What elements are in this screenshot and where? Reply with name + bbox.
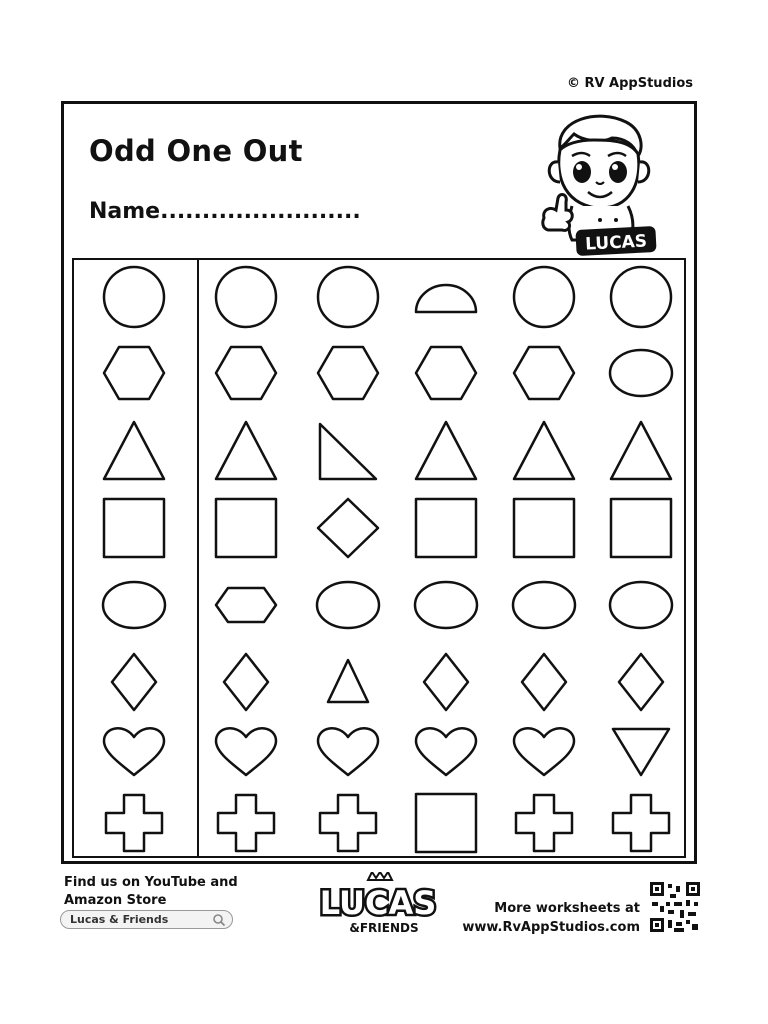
- option-shape-right-triangle-icon[interactable]: [320, 424, 376, 479]
- option-shape-circle-icon[interactable]: [514, 267, 574, 327]
- option-shape-circle-icon[interactable]: [318, 267, 378, 327]
- option-shape-heart-icon[interactable]: [514, 728, 574, 775]
- reference-shape-oval-icon: [103, 582, 165, 628]
- option-shape-diamond-icon[interactable]: [224, 654, 268, 710]
- option-shape-oval-icon[interactable]: [415, 582, 477, 628]
- option-shape-hexagon-icon[interactable]: [416, 347, 476, 399]
- reference-shape-circle-icon: [104, 267, 164, 327]
- logo-sub-text: &FRIENDS: [349, 921, 419, 935]
- option-shape-triangle-icon[interactable]: [216, 422, 276, 479]
- mascot-label: LUCAS: [584, 231, 648, 255]
- option-shape-hexagon-icon[interactable]: [514, 347, 574, 399]
- option-shape-heart-icon[interactable]: [318, 728, 378, 775]
- option-shape-triangle-small-icon[interactable]: [328, 660, 368, 702]
- option-shape-oval-icon[interactable]: [513, 582, 575, 628]
- search-pill-text: Lucas & Friends: [70, 913, 169, 926]
- option-shape-diamond-icon[interactable]: [619, 654, 663, 710]
- option-shape-diamond-icon[interactable]: [424, 654, 468, 710]
- option-shape-cross-icon[interactable]: [613, 795, 669, 851]
- option-shape-triangle-icon[interactable]: [416, 422, 476, 479]
- option-shape-semicircle-icon[interactable]: [416, 285, 476, 312]
- qr-code-icon: [650, 882, 700, 932]
- option-shape-flat-hexagon-icon[interactable]: [216, 588, 276, 622]
- option-shape-oval-icon[interactable]: [610, 350, 672, 396]
- option-shape-square-icon[interactable]: [216, 499, 276, 557]
- reference-shape-heart-icon: [104, 728, 164, 775]
- more-worksheets-line-1: More worksheets at: [494, 901, 640, 916]
- option-shape-square-icon[interactable]: [514, 499, 574, 557]
- option-shape-diamond-large-icon[interactable]: [318, 499, 378, 557]
- option-shape-square-icon[interactable]: [611, 499, 671, 557]
- option-shape-heart-icon[interactable]: [216, 728, 276, 775]
- find-us-text: [64, 874, 238, 910]
- option-shape-oval-icon[interactable]: [610, 582, 672, 628]
- option-shape-square-icon[interactable]: [416, 499, 476, 557]
- option-shape-cross-icon[interactable]: [516, 795, 572, 851]
- option-shape-square-icon[interactable]: [416, 794, 476, 852]
- option-shape-hexagon-icon[interactable]: [318, 347, 378, 399]
- option-shape-cross-icon[interactable]: [218, 795, 274, 851]
- option-shape-cross-icon[interactable]: [320, 795, 376, 851]
- lucas-mascot-icon: [538, 110, 658, 258]
- logo-main-text: LUCAS: [319, 884, 437, 922]
- copyright-notice: © RV AppStudios: [566, 76, 693, 91]
- more-worksheets-url[interactable]: www.RvAppStudios.com: [462, 920, 640, 935]
- find-us-line-1: Find us on YouTube and: [64, 875, 238, 890]
- more-worksheets: [462, 899, 640, 937]
- option-shape-circle-icon[interactable]: [611, 267, 671, 327]
- search-icon: [212, 913, 226, 927]
- reference-shape-square-icon: [104, 499, 164, 557]
- option-shape-hexagon-icon[interactable]: [216, 347, 276, 399]
- shape-grid: [72, 258, 686, 858]
- option-shape-heart-icon[interactable]: [416, 728, 476, 775]
- reference-shape-hexagon-icon: [104, 347, 164, 399]
- option-shape-inverted-triangle-icon[interactable]: [613, 729, 669, 775]
- search-pill: [60, 910, 233, 929]
- option-shape-oval-icon[interactable]: [317, 582, 379, 628]
- reference-shape-cross-icon: [106, 795, 162, 851]
- option-shape-circle-icon[interactable]: [216, 267, 276, 327]
- lucas-friends-logo: [318, 872, 438, 938]
- reference-shape-diamond-icon: [112, 654, 156, 710]
- name-field-label: Name........................: [89, 199, 361, 224]
- option-shape-triangle-icon[interactable]: [611, 422, 671, 479]
- worksheet-title: Odd One Out: [89, 134, 303, 168]
- option-shape-diamond-icon[interactable]: [522, 654, 566, 710]
- find-us-line-2: Amazon Store: [64, 893, 167, 908]
- option-shape-triangle-icon[interactable]: [514, 422, 574, 479]
- reference-shape-triangle-icon: [104, 422, 164, 479]
